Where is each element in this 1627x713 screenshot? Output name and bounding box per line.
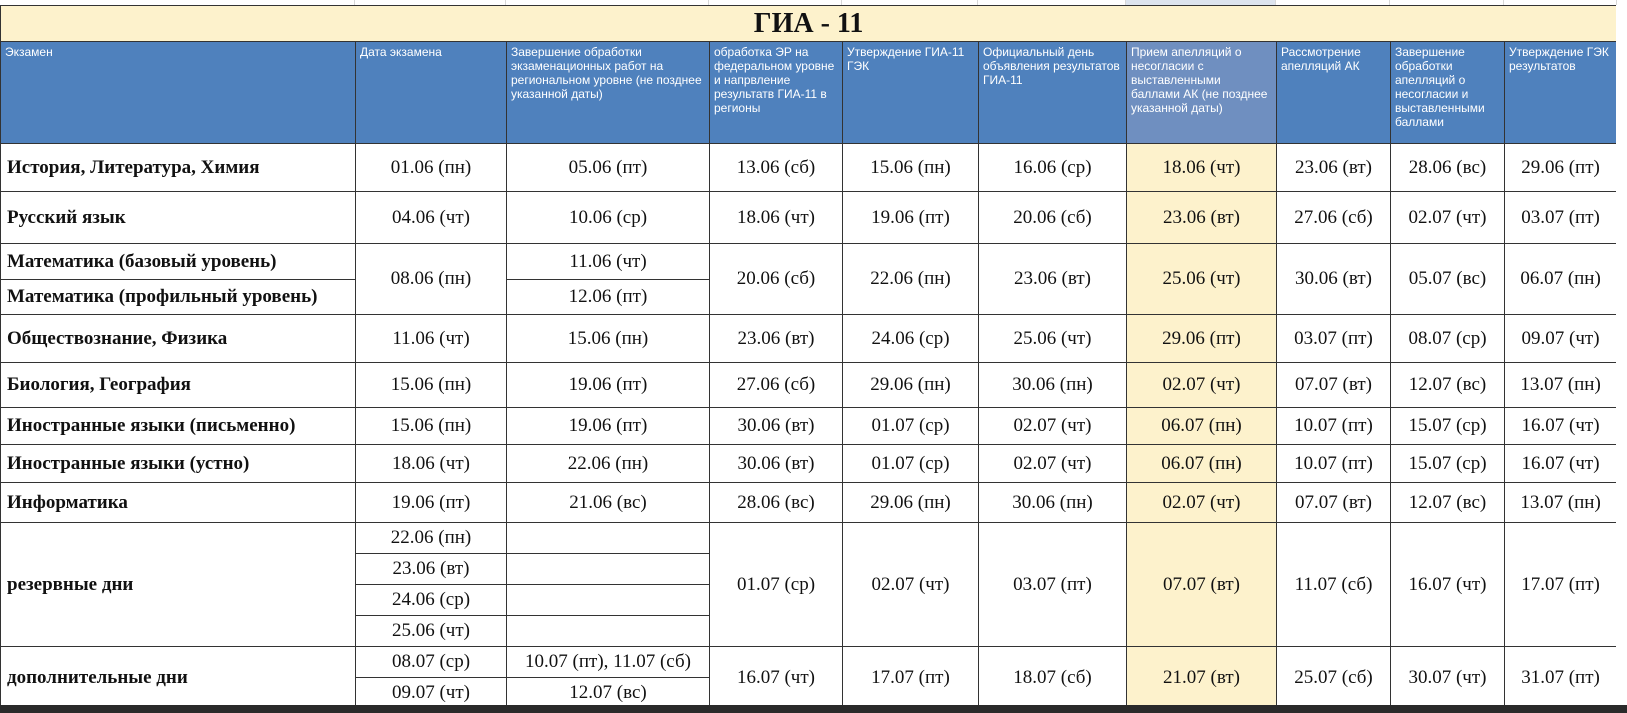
appeals-cell[interactable]: 06.07 (пн) (1127, 408, 1277, 445)
federal-cell[interactable]: 13.06 (сб) (710, 144, 843, 192)
gek-cell[interactable]: 09.07 (чт) (1505, 315, 1617, 363)
table-row (1, 408, 1617, 445)
table-title[interactable]: ГИА - 11 (1, 6, 1617, 42)
table-row (1, 244, 1617, 280)
window-bottom-edge (0, 705, 1627, 713)
official-cell[interactable]: 02.07 (чт) (979, 408, 1127, 445)
regional-cell[interactable]: 10.07 (пт), 11.07 (сб) (507, 647, 710, 678)
approval-cell[interactable]: 24.06 (ср) (843, 315, 979, 363)
gia-schedule-table (0, 5, 1617, 709)
table-row (1, 363, 1617, 408)
exam-date-cell[interactable]: 15.06 (пн) (356, 363, 507, 408)
regional-cell[interactable]: 12.06 (пт) (507, 280, 710, 315)
review-cell[interactable]: 07.07 (вт) (1277, 363, 1391, 408)
col-header-official-results-day[interactable]: Официальный день объявления результатов ГИА-11 (979, 42, 1127, 144)
exam-cell[interactable]: резервные дни (1, 523, 356, 647)
exam-date-cell[interactable]: 22.06 (пн) (356, 523, 507, 554)
table-row (1, 445, 1617, 483)
federal-cell[interactable]: 30.06 (вт) (710, 408, 843, 445)
official-cell[interactable]: 23.06 (вт) (979, 244, 1127, 315)
review-cell[interactable]: 07.07 (вт) (1277, 483, 1391, 523)
col-header-regional-processing[interactable]: Завершение обработки экзаменационных работ на региональном уровне (не позднее указанной даты) (507, 42, 710, 144)
federal-cell[interactable]: 23.06 (вт) (710, 315, 843, 363)
exam-date-cell[interactable]: 08.06 (пн) (356, 244, 507, 315)
exam-cell[interactable]: дополнительные дни (1, 647, 356, 709)
gek-cell[interactable]: 13.07 (пн) (1505, 483, 1617, 523)
appeals-cell[interactable]: 23.06 (вт) (1127, 192, 1277, 244)
exam-cell[interactable]: Иностранные языки (письменно) (1, 408, 356, 445)
exam-cell[interactable]: Математика (профильный уровень) (1, 280, 356, 315)
appeal-end-cell[interactable]: 12.07 (вс) (1391, 483, 1505, 523)
review-cell[interactable]: 11.07 (сб) (1277, 523, 1391, 647)
appeal-end-cell[interactable]: 08.07 (ср) (1391, 315, 1505, 363)
exam-cell[interactable]: Информатика (1, 483, 356, 523)
gek-cell[interactable]: 06.07 (пн) (1505, 244, 1617, 315)
regional-cell[interactable]: 21.06 (вс) (507, 483, 710, 523)
federal-cell[interactable]: 27.06 (сб) (710, 363, 843, 408)
appeals-cell[interactable]: 25.06 (чт) (1127, 244, 1277, 315)
regional-cell[interactable]: 22.06 (пн) (507, 445, 710, 483)
col-header-appeals-review[interactable]: Рассмотрение апелляций АК (1277, 42, 1391, 144)
col-header-exam-date[interactable]: Дата экзамена (356, 42, 507, 144)
table-row (1, 483, 1617, 523)
appeal-end-cell[interactable]: 15.07 (ср) (1391, 445, 1505, 483)
official-cell[interactable]: 02.07 (чт) (979, 445, 1127, 483)
review-cell[interactable]: 30.06 (вт) (1277, 244, 1391, 315)
federal-cell[interactable]: 16.07 (чт) (710, 647, 843, 709)
official-cell[interactable]: 20.06 (сб) (979, 192, 1127, 244)
gek-cell[interactable]: 03.07 (пт) (1505, 192, 1617, 244)
header-row (1, 42, 1617, 144)
gek-cell[interactable]: 16.07 (чт) (1505, 445, 1617, 483)
approval-cell[interactable]: 15.06 (пн) (843, 144, 979, 192)
regional-cell[interactable]: 15.06 (пн) (507, 315, 710, 363)
appeals-cell[interactable]: 07.07 (вт) (1127, 523, 1277, 647)
table-row (1, 192, 1617, 244)
regional-cell[interactable]: 12.07 (вс) (507, 678, 710, 709)
regional-cell[interactable]: 05.06 (пт) (507, 144, 710, 192)
sheet-right-margin (1616, 5, 1627, 705)
review-cell[interactable]: 23.06 (вт) (1277, 144, 1391, 192)
approval-cell[interactable]: 01.07 (ср) (843, 408, 979, 445)
review-cell[interactable]: 25.07 (сб) (1277, 647, 1391, 709)
gek-cell[interactable]: 29.06 (пт) (1505, 144, 1617, 192)
exam-cell[interactable]: Математика (базовый уровень) (1, 244, 356, 280)
regional-cell[interactable] (507, 616, 710, 647)
appeal-end-cell[interactable]: 30.07 (чт) (1391, 647, 1505, 709)
regional-cell[interactable]: 11.06 (чт) (507, 244, 710, 280)
approval-cell[interactable]: 22.06 (пн) (843, 244, 979, 315)
exam-cell[interactable]: Иностранные языки (устно) (1, 445, 356, 483)
approval-cell[interactable]: 29.06 (пн) (843, 483, 979, 523)
exam-date-cell[interactable]: 23.06 (вт) (356, 554, 507, 585)
official-cell[interactable]: 03.07 (пт) (979, 523, 1127, 647)
official-cell[interactable]: 30.06 (пн) (979, 483, 1127, 523)
regional-cell[interactable] (507, 554, 710, 585)
federal-cell[interactable]: 20.06 (сб) (710, 244, 843, 315)
exam-cell[interactable]: Обществознание, Физика (1, 315, 356, 363)
regional-cell[interactable]: 10.06 (ср) (507, 192, 710, 244)
regional-cell[interactable]: 19.06 (пт) (507, 408, 710, 445)
gek-cell[interactable]: 13.07 (пн) (1505, 363, 1617, 408)
appeals-cell[interactable]: 18.06 (чт) (1127, 144, 1277, 192)
review-cell[interactable]: 03.07 (пт) (1277, 315, 1391, 363)
federal-cell[interactable]: 18.06 (чт) (710, 192, 843, 244)
regional-cell[interactable] (507, 585, 710, 616)
exam-date-cell[interactable]: 09.07 (чт) (356, 678, 507, 709)
table-row (1, 315, 1617, 363)
appeals-cell[interactable]: 02.07 (чт) (1127, 363, 1277, 408)
exam-cell[interactable]: Русский язык (1, 192, 356, 244)
exam-date-cell[interactable]: 04.06 (чт) (356, 192, 507, 244)
exam-date-cell[interactable]: 25.06 (чт) (356, 616, 507, 647)
col-header-gek-approval[interactable]: Утверждение ГИА-11 ГЭК (843, 42, 979, 144)
gek-cell[interactable]: 16.07 (чт) (1505, 408, 1617, 445)
review-cell[interactable]: 10.07 (пт) (1277, 408, 1391, 445)
table-row (1, 523, 1617, 554)
col-header-federal-processing[interactable]: обработка ЭР на федеральном уровне и напрвление результатв ГИА-11 в регионы (710, 42, 843, 144)
federal-cell[interactable]: 30.06 (вт) (710, 445, 843, 483)
approval-cell[interactable]: 01.07 (ср) (843, 445, 979, 483)
exam-date-cell[interactable]: 19.06 (пт) (356, 483, 507, 523)
col-header-appeals-acceptance[interactable]: Прием апелляций о несогласии с выставленными баллами АК (не позднее указанной даты) (1127, 42, 1277, 144)
regional-cell[interactable] (507, 523, 710, 554)
exam-date-cell[interactable]: 24.06 (ср) (356, 585, 507, 616)
approval-cell[interactable]: 29.06 (пн) (843, 363, 979, 408)
official-cell[interactable]: 18.07 (сб) (979, 647, 1127, 709)
appeals-cell[interactable]: 21.07 (вт) (1127, 647, 1277, 709)
gek-cell[interactable]: 31.07 (пт) (1505, 647, 1617, 709)
appeal-end-cell[interactable]: 02.07 (чт) (1391, 192, 1505, 244)
review-cell[interactable]: 27.06 (сб) (1277, 192, 1391, 244)
exam-date-cell[interactable]: 08.07 (ср) (356, 647, 507, 678)
exam-date-cell[interactable]: 18.06 (чт) (356, 445, 507, 483)
appeal-end-cell[interactable]: 12.07 (вс) (1391, 363, 1505, 408)
federal-cell[interactable]: 28.06 (вс) (710, 483, 843, 523)
col-header-exam[interactable]: Экзамен (1, 42, 356, 144)
col-header-gek-results-approval[interactable]: Утверждение ГЭК результатов (1505, 42, 1617, 144)
appeals-cell[interactable]: 29.06 (пт) (1127, 315, 1277, 363)
approval-cell[interactable]: 17.07 (пт) (843, 647, 979, 709)
official-cell[interactable]: 16.06 (ср) (979, 144, 1127, 192)
review-cell[interactable]: 10.07 (пт) (1277, 445, 1391, 483)
exam-date-cell[interactable]: 15.06 (пн) (356, 408, 507, 445)
regional-cell[interactable]: 19.06 (пт) (507, 363, 710, 408)
exam-cell[interactable]: История, Литература, Химия (1, 144, 356, 192)
table-row (1, 144, 1617, 192)
exam-date-cell[interactable]: 01.06 (пн) (356, 144, 507, 192)
appeal-end-cell[interactable]: 28.06 (вс) (1391, 144, 1505, 192)
official-cell[interactable]: 25.06 (чт) (979, 315, 1127, 363)
approval-cell[interactable]: 19.06 (пт) (843, 192, 979, 244)
table-row (1, 647, 1617, 678)
exam-cell[interactable]: Биология, География (1, 363, 356, 408)
appeal-end-cell[interactable]: 16.07 (чт) (1391, 523, 1505, 647)
exam-date-cell[interactable]: 11.06 (чт) (356, 315, 507, 363)
official-cell[interactable]: 30.06 (пн) (979, 363, 1127, 408)
appeal-end-cell[interactable]: 05.07 (вс) (1391, 244, 1505, 315)
approval-cell[interactable]: 02.07 (чт) (843, 523, 979, 647)
federal-cell[interactable]: 01.07 (ср) (710, 523, 843, 647)
col-header-appeals-processing-end[interactable]: Завершение обработки апелляций о несогласии и выставленными баллами (1391, 42, 1505, 144)
appeal-end-cell[interactable]: 15.07 (ср) (1391, 408, 1505, 445)
appeals-cell[interactable]: 02.07 (чт) (1127, 483, 1277, 523)
appeals-cell[interactable]: 06.07 (пн) (1127, 445, 1277, 483)
gek-cell[interactable]: 17.07 (пт) (1505, 523, 1617, 647)
